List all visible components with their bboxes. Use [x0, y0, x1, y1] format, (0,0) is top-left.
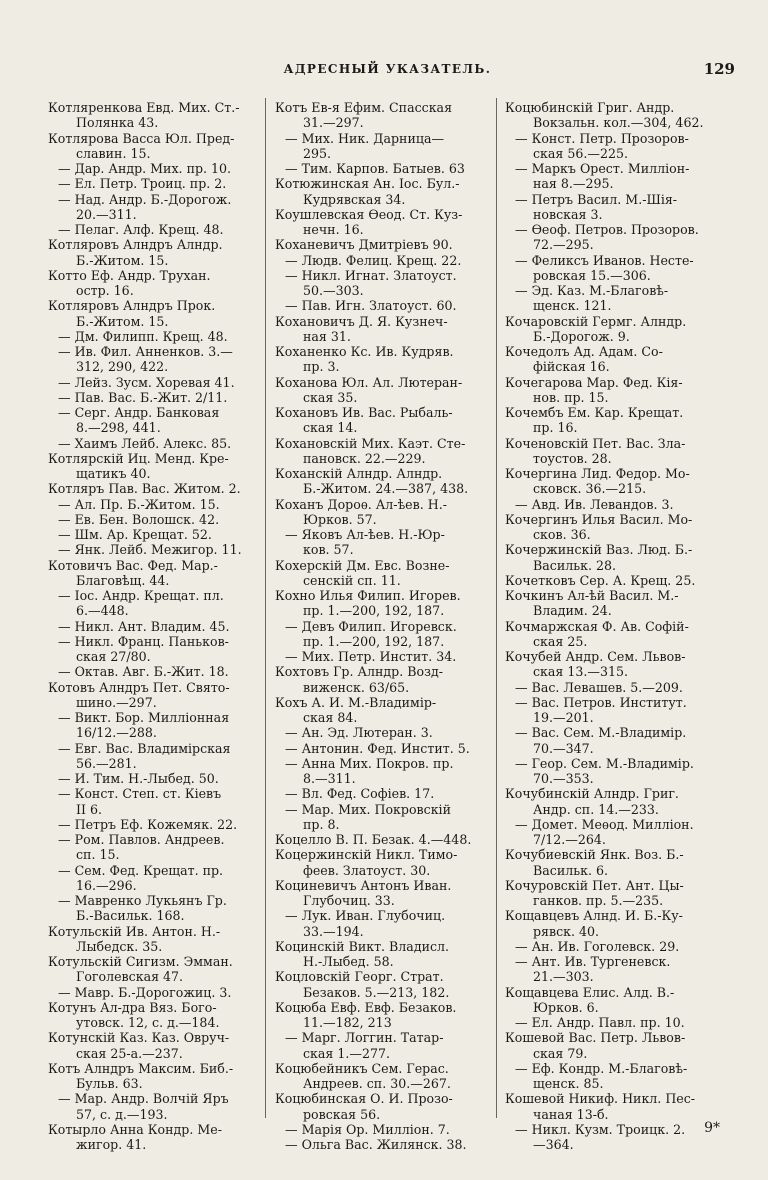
- entry-head-line: Коцелло В. П. Безак. 4.—448.: [275, 832, 472, 847]
- entry-head-line: Кощавцевъ Алнд. И. Б.-Ку-: [505, 908, 683, 924]
- entry-head-line: Кочкинъ Ал-ѣй Васил. М.-: [505, 588, 679, 603]
- entry-continuation-line: 70.—353.: [533, 771, 594, 786]
- entry-continuation-line: II 6.: [76, 801, 102, 817]
- entry-continuation-line: пр. 1.—200, 192, 187.: [303, 603, 445, 619]
- sub-entry-line: — Еф. Кондр. М.-Благовѣ-: [515, 1060, 688, 1076]
- entry-continuation-line: Безаков. 5.—213, 182.: [303, 984, 450, 1000]
- entry-head-line: Кочергинъ Илья Васил. Мо-: [505, 511, 693, 527]
- entry-head-line: Коханскій Алндр. Алндр.: [275, 466, 443, 481]
- entry-continuation-line: ская 14.: [303, 420, 358, 436]
- entry-continuation-line: ская 25-а.—237.: [76, 1045, 183, 1061]
- entry-head-line: Кохтовъ Гр. Алндр. Возд-: [275, 664, 443, 680]
- sub-entry-line: — Ел. Андр. Павл. пр. 10.: [515, 1015, 685, 1030]
- entry-continuation-line: ская 84.: [303, 710, 358, 725]
- sub-entry-line: — Мих. Петр. Инстит. 34.: [285, 649, 457, 664]
- sub-entry-line: — Мар. Андр. Волчій Яръ: [58, 1091, 229, 1107]
- directory-column-1: [48, 100, 288, 1152]
- sub-entry-line: — Ан. Ив. Гоголевск. 29.: [515, 938, 680, 954]
- entry-continuation-line: Лыбедск. 35.: [76, 938, 163, 954]
- entry-head-line: Коцюба Евф. Евф. Безаков.: [275, 999, 457, 1015]
- entry-continuation-line: щенск. 121.: [533, 298, 612, 314]
- sub-entry-line: — Сем. Фед. Крещат. пр.: [58, 862, 224, 878]
- sub-entry-line: — Ел. Петр. Троиц. пр. 2.: [58, 176, 227, 192]
- entry-continuation-line: ская 35.: [303, 389, 358, 405]
- entry-continuation-line: пр. 3.: [303, 359, 340, 375]
- entry-continuation-line: 7/12.—264.: [533, 832, 606, 847]
- entry-head-line: Кочедолъ Ад. Адам. Со-: [505, 344, 663, 359]
- sub-entry-line: — Пелаг. Алф. Крещ. 48.: [58, 222, 224, 237]
- sub-entry-line: — Октав. Авг. Б.-Жит. 18.: [58, 664, 229, 680]
- entry-head-line: Коханова Юл. Ал. Лютеран-: [275, 374, 463, 390]
- sub-entry-line: — Домет. Меѳод. Милліон.: [515, 816, 694, 832]
- entry-continuation-line: сковск. 36.—215.: [533, 481, 647, 497]
- sub-entry-line: — Лейз. Зусм. Хоревая 41.: [58, 374, 235, 390]
- entry-head-line: Коцюбинскій Григ. Андр.: [505, 100, 675, 115]
- sub-entry-line: — Эд. Каз. М.-Благовѣ-: [515, 283, 669, 298]
- sub-entry-line: — Феликсъ Иванов. Несте-: [515, 252, 694, 268]
- sub-entry-line: — Серг. Андр. Банковая: [58, 405, 220, 420]
- sub-entry-line: — Мих. Ник. Дарница—: [285, 130, 445, 146]
- sub-entry-line: — Маркъ Орест. Милліон-: [515, 161, 690, 176]
- entry-head-line: Коцержинскій Никл. Тимо-: [275, 847, 458, 863]
- entry-head-line: Кощавцева Елис. Алд. В.-: [505, 984, 675, 1000]
- entry-head-line: Коханевичъ Дмитріевъ 90.: [275, 237, 453, 253]
- directory-column-2: [275, 100, 507, 1152]
- entry-continuation-line: Полянка 43.: [76, 115, 159, 131]
- entry-continuation-line: 20.—311.: [76, 206, 137, 222]
- entry-head-line: Кочетковъ Сер. А. Крещ. 25.: [505, 572, 696, 588]
- sub-entry-line: — Марг. Логгин. Татар-: [285, 1030, 444, 1046]
- entry-continuation-line: 312, 290, 422.: [76, 359, 169, 375]
- entry-head-line: Коциневичъ Антонъ Иван.: [275, 877, 452, 893]
- entry-continuation-line: Глубочиц. 33.: [303, 893, 395, 908]
- entry-continuation-line: сенскій сп. 11.: [303, 572, 401, 588]
- entry-continuation-line: Б.-Житом. 24.—387, 438.: [303, 481, 469, 497]
- entry-continuation-line: Гоголевская 47.: [76, 969, 184, 985]
- entry-head-line: Коченовскій Пет. Вас. Зла-: [505, 435, 686, 451]
- entry-head-line: Кочубей Андр. Сем. Львов-: [505, 649, 686, 664]
- sub-entry-line: — Евг. Вас. Владимірская: [58, 740, 231, 756]
- sub-entry-line: — Вас. Петров. Институт.: [515, 694, 687, 710]
- entry-head-line: Кохановъ Ив. Вас. Рыбаль-: [275, 405, 453, 420]
- directory-column-3: [505, 100, 735, 1152]
- entry-continuation-line: Юрков. 57.: [303, 511, 377, 527]
- sub-entry-line: — Людв. Фелиц. Крещ. 22.: [285, 252, 462, 268]
- sub-entry-line: — Ан. Эд. Лютеран. 3.: [285, 725, 433, 741]
- entry-continuation-line: щенск. 85.: [533, 1076, 604, 1091]
- entry-continuation-line: пр. 8.: [303, 816, 340, 832]
- entry-head-line: Кочержинскій Ваз. Люд. Б.-: [505, 542, 693, 558]
- entry-continuation-line: ганков. пр. 5.—235.: [533, 893, 664, 908]
- sub-entry-line: — Мавренко Лукьянъ Гр.: [58, 893, 227, 908]
- entry-head-line: Котырло Анна Кондр. Ме-: [48, 1121, 222, 1137]
- entry-head-line: Котто Еф. Андр. Трухан.: [48, 267, 211, 283]
- entry-head-line: Кошевой Вас. Петр. Львов-: [505, 1030, 686, 1046]
- page-number: 129: [703, 60, 735, 78]
- entry-continuation-line: славин. 15.: [76, 145, 151, 161]
- sub-entry-line: — Ольга Вас. Жилянск. 38.: [285, 1137, 467, 1152]
- sub-entry-line: — Петръ Еф. Кожемяк. 22.: [58, 816, 238, 832]
- entry-continuation-line: ская 25.: [533, 633, 588, 649]
- entry-continuation-line: утовск. 12, с. д.—184.: [76, 1015, 220, 1030]
- entry-head-line: Кохановичъ Д. Я. Кузнеч-: [275, 313, 448, 329]
- entry-head-line: Котляровъ Алндръ Алндр.: [48, 237, 223, 253]
- entry-continuation-line: Владим. 24.: [533, 603, 612, 619]
- entry-continuation-line: 31.—297.: [303, 115, 364, 131]
- entry-continuation-line: фійская 16.: [533, 359, 610, 375]
- entry-continuation-line: нечн. 16.: [303, 222, 364, 237]
- entry-continuation-line: Б.-Житом. 15.: [76, 252, 169, 268]
- sub-entry-line: — Янк. Лейб. Межигор. 11.: [58, 542, 242, 558]
- entry-head-line: Кочергина Лид. Федор. Мо-: [505, 466, 690, 481]
- entry-head-line: Котлярова Васса Юл. Пред-: [48, 130, 235, 146]
- entry-continuation-line: ровская 15.—306.: [533, 267, 651, 283]
- entry-continuation-line: ская 1.—277.: [303, 1045, 391, 1061]
- sub-entry-line: — Конст. Петр. Прозоров-: [515, 130, 689, 146]
- sub-entry-line: — Лук. Иван. Глубочиц.: [285, 908, 446, 924]
- entry-head-line: Кочембъ Ем. Кар. Крещат.: [505, 405, 684, 420]
- entry-head-line: Кошевой Никиф. Никл. Пес-: [505, 1091, 696, 1107]
- sub-entry-line: — Шм. Ар. Крещат. 52.: [58, 527, 212, 542]
- entry-continuation-line: ков. 57.: [303, 542, 354, 558]
- sub-entry-line: — Вл. Фед. Софіев. 17.: [285, 786, 435, 802]
- entry-continuation-line: жигор. 41.: [76, 1137, 147, 1152]
- entry-continuation-line: ская 56.—225.: [533, 145, 629, 161]
- entry-continuation-line: шино.—297.: [76, 694, 157, 710]
- entry-continuation-line: ская 27/80.: [76, 649, 151, 664]
- sub-entry-line: — Пав. Вас. Б.-Жит. 2/11.: [58, 389, 228, 405]
- entry-continuation-line: Юрков. 6.: [533, 999, 599, 1015]
- entry-head-line: Котляренкова Евд. Мих. Ст.-: [48, 100, 240, 115]
- entry-head-line: Котунскій Каз. Каз. Овруч-: [48, 1030, 230, 1046]
- entry-head-line: Коцюбейникъ Сем. Герас.: [275, 1060, 449, 1076]
- sub-entry-line: — Над. Андр. Б.-Дорогож.: [58, 191, 232, 207]
- entry-continuation-line: нов. пр. 15.: [533, 389, 609, 405]
- entry-head-line: Кохерскій Дм. Евс. Возне-: [275, 557, 450, 573]
- sub-entry-line: — Марія Ор. Милліон. 7.: [285, 1121, 450, 1137]
- sub-entry-line: — Мавр. Б.-Дорогожиц. 3.: [58, 984, 232, 1000]
- entry-continuation-line: Б.-Дорогож. 9.: [533, 328, 630, 344]
- sub-entry-line: — Конст. Степ. ст. Кіевъ: [58, 786, 222, 802]
- entry-head-line: Коцинскій Викт. Владисл.: [275, 938, 450, 954]
- sub-entry-line: — Девъ Филип. Игоревск.: [285, 618, 457, 634]
- sub-entry-line: — Ив. Фил. Анненков. 3.—: [58, 344, 233, 359]
- entry-head-line: Котъ Алндръ Максим. Биб.-: [48, 1060, 234, 1076]
- entry-head-line: Кочмаржская Ф. Ав. Софій-: [505, 618, 689, 634]
- entry-continuation-line: Андреев. сп. 30.—267.: [303, 1076, 451, 1091]
- entry-continuation-line: тоустов. 28.: [533, 450, 612, 466]
- sub-entry-line: — Іос. Андр. Крещат. пл.: [58, 588, 224, 603]
- entry-continuation-line: —364.: [533, 1137, 574, 1152]
- entry-head-line: Котляръ Пав. Вас. Житом. 2.: [48, 481, 241, 497]
- entry-continuation-line: Н.-Лыбед. 58.: [303, 954, 394, 969]
- entry-head-line: Коушлевская Ѳеод. Ст. Куз-: [275, 206, 463, 222]
- entry-head-line: Коцловскій Георг. Страт.: [275, 969, 444, 985]
- entry-continuation-line: 16.—296.: [76, 877, 137, 893]
- sub-entry-line: — Геор. Сем. М.-Владимір.: [515, 755, 694, 771]
- entry-continuation-line: 56.—281.: [76, 755, 137, 771]
- entry-continuation-line: пр. 16.: [533, 420, 578, 436]
- entry-continuation-line: остр. 16.: [76, 283, 134, 298]
- entry-continuation-line: сп. 15.: [76, 847, 120, 863]
- entry-continuation-line: виженск. 63/65.: [303, 679, 410, 695]
- entry-continuation-line: ровская 56.: [303, 1106, 381, 1122]
- sub-entry-line: — Ант. Ив. Тургеневск.: [515, 954, 671, 969]
- entry-continuation-line: 11.—182, 213: [303, 1015, 392, 1030]
- entry-continuation-line: Вокзальн. кол.—304, 462.: [533, 115, 704, 131]
- sub-entry-line: — Никл. Игнат. Златоуст.: [285, 267, 457, 283]
- entry-continuation-line: рявск. 40.: [533, 923, 600, 939]
- sub-entry-line: — Никл. Ант. Владим. 45.: [58, 618, 230, 634]
- page-header: [40, 60, 735, 84]
- entry-head-line: Котлярскій Иц. Менд. Кре-: [48, 450, 229, 466]
- entry-continuation-line: Васильк. 6.: [533, 862, 608, 878]
- entry-head-line: Кочубиевскій Янк. Воз. Б.-: [505, 847, 684, 863]
- entry-continuation-line: 57, с. д.—193.: [76, 1106, 168, 1122]
- entry-continuation-line: новская 3.: [533, 206, 603, 222]
- entry-continuation-line: Андр. сп. 14.—233.: [533, 801, 659, 817]
- entry-continuation-line: 21.—303.: [533, 969, 594, 985]
- sub-entry-line: — Никл. Кузм. Троицк. 2.: [515, 1121, 686, 1137]
- entry-head-line: Кохъ А. И. М.-Владимір-: [275, 694, 437, 710]
- sub-entry-line: — Авд. Ив. Левандов. 3.: [515, 496, 674, 512]
- sub-entry-line: — Дар. Андр. Мих. пр. 10.: [58, 161, 232, 176]
- entry-continuation-line: ская 79.: [533, 1045, 588, 1061]
- sub-entry-line: — Яковъ Ал-ѣев. Н.-Юр-: [285, 527, 445, 542]
- entry-continuation-line: 72.—295.: [533, 237, 594, 253]
- entry-continuation-line: чаная 13-б.: [533, 1106, 609, 1122]
- entry-continuation-line: 295.: [303, 145, 332, 161]
- entry-continuation-line: ная 31.: [303, 328, 351, 344]
- entry-continuation-line: Б.-Житом. 15.: [76, 313, 169, 329]
- entry-head-line: Котъ Ев-я Ефим. Спасская: [275, 100, 453, 115]
- entry-head-line: Кохно Илья Филип. Игорев.: [275, 588, 461, 603]
- sub-entry-line: — Тим. Карпов. Батыев. 63: [285, 161, 465, 176]
- entry-continuation-line: пр. 1.—200, 192, 187.: [303, 633, 445, 649]
- entry-head-line: Кохановскій Мих. Каэт. Сте-: [275, 435, 466, 451]
- entry-continuation-line: Б.-Васильк. 168.: [76, 908, 185, 924]
- sub-entry-line: — Ал. Пр. Б.-Житом. 15.: [58, 496, 220, 512]
- sub-entry-line: — Анна Мих. Покров. пр.: [285, 755, 454, 771]
- entry-continuation-line: 8.—311.: [303, 771, 356, 786]
- sub-entry-line: — Хаимъ Лейб. Алекс. 85.: [58, 435, 232, 451]
- sub-entry-line: — Ѳеоф. Петров. Прозоров.: [515, 222, 699, 237]
- entry-head-line: Кочегарова Мар. Фед. Кія-: [505, 374, 683, 390]
- entry-continuation-line: Васильк. 28.: [533, 557, 616, 573]
- entry-continuation-line: 8.—298, 441.: [76, 420, 161, 436]
- signature-mark: 9*: [704, 1120, 720, 1136]
- running-title: АДРЕСНЫЙ УКАЗАТЕЛЬ.: [283, 62, 492, 76]
- entry-continuation-line: Бульв. 63.: [76, 1076, 143, 1091]
- entry-head-line: Коцюбинская О. И. Прозо-: [275, 1091, 453, 1107]
- entry-continuation-line: 19.—201.: [533, 710, 594, 725]
- sub-entry-line: — Никл. Франц. Паньков-: [58, 633, 229, 649]
- entry-head-line: Котовъ Алндръ Пет. Свято-: [48, 679, 230, 695]
- sub-entry-line: — Ев. Бен. Волошск. 42.: [58, 511, 220, 527]
- entry-head-line: Котульскій Ив. Антон. Н.-: [48, 923, 221, 939]
- entry-continuation-line: 16/12.—288.: [76, 725, 157, 741]
- sub-entry-line: — Петръ Васил. М.-Шія-: [515, 191, 678, 207]
- entry-head-line: Котляровъ Алндръ Прок.: [48, 298, 216, 314]
- entry-continuation-line: Кудрявская 34.: [303, 191, 406, 207]
- entry-head-line: Кочаровскій Гермг. Алндр.: [505, 313, 687, 329]
- sub-entry-line: — Антонин. Фед. Инстит. 5.: [285, 740, 470, 756]
- entry-continuation-line: ская 13.—315.: [533, 664, 629, 680]
- sub-entry-line: — Вас. Сем. М.-Владимір.: [515, 725, 687, 741]
- entry-continuation-line: феев. Златоуст. 30.: [303, 862, 431, 878]
- entry-continuation-line: щатикъ 40.: [76, 466, 151, 481]
- entry-continuation-line: 6.—448.: [76, 603, 129, 619]
- sub-entry-line: — И. Тим. Н.-Лыбед. 50.: [58, 771, 219, 786]
- entry-continuation-line: пановск. 22.—229.: [303, 450, 426, 466]
- entry-continuation-line: ная 8.—295.: [533, 176, 614, 192]
- entry-head-line: Кочуровскій Пет. Ант. Цы-: [505, 877, 684, 893]
- sub-entry-line: — Вас. Левашев. 5.—209.: [515, 679, 683, 695]
- entry-continuation-line: 33.—194.: [303, 923, 364, 939]
- entry-head-line: Коханъ Дороѳ. Ал-ѣев. Н.-: [275, 496, 447, 512]
- entry-head-line: Коханенко Кс. Ив. Кудряв.: [275, 344, 454, 359]
- sub-entry-line: — Пав. Игн. Златоуст. 60.: [285, 298, 457, 314]
- entry-head-line: Кочубинскій Алндр. Григ.: [505, 786, 679, 802]
- entry-head-line: Котюжинская Ан. Іос. Бул.-: [275, 176, 460, 192]
- entry-head-line: Котунъ Ал-дра Вяз. Бого-: [48, 999, 217, 1015]
- entry-continuation-line: Благовѣщ. 44.: [76, 572, 170, 588]
- sub-entry-line: — Дм. Филипп. Крещ. 48.: [58, 328, 228, 344]
- entry-continuation-line: сков. 36.: [533, 527, 591, 542]
- entry-head-line: Котовичъ Вас. Фед. Мар.-: [48, 557, 218, 573]
- sub-entry-line: — Мар. Мих. Покровскій: [285, 801, 451, 817]
- entry-continuation-line: 70.—347.: [533, 740, 594, 756]
- entry-continuation-line: 50.—303.: [303, 283, 364, 298]
- sub-entry-line: — Ром. Павлов. Андреев.: [58, 832, 225, 847]
- sub-entry-line: — Викт. Бор. Милліонная: [58, 710, 230, 725]
- entry-head-line: Котульскій Сигизм. Эмман.: [48, 954, 233, 969]
